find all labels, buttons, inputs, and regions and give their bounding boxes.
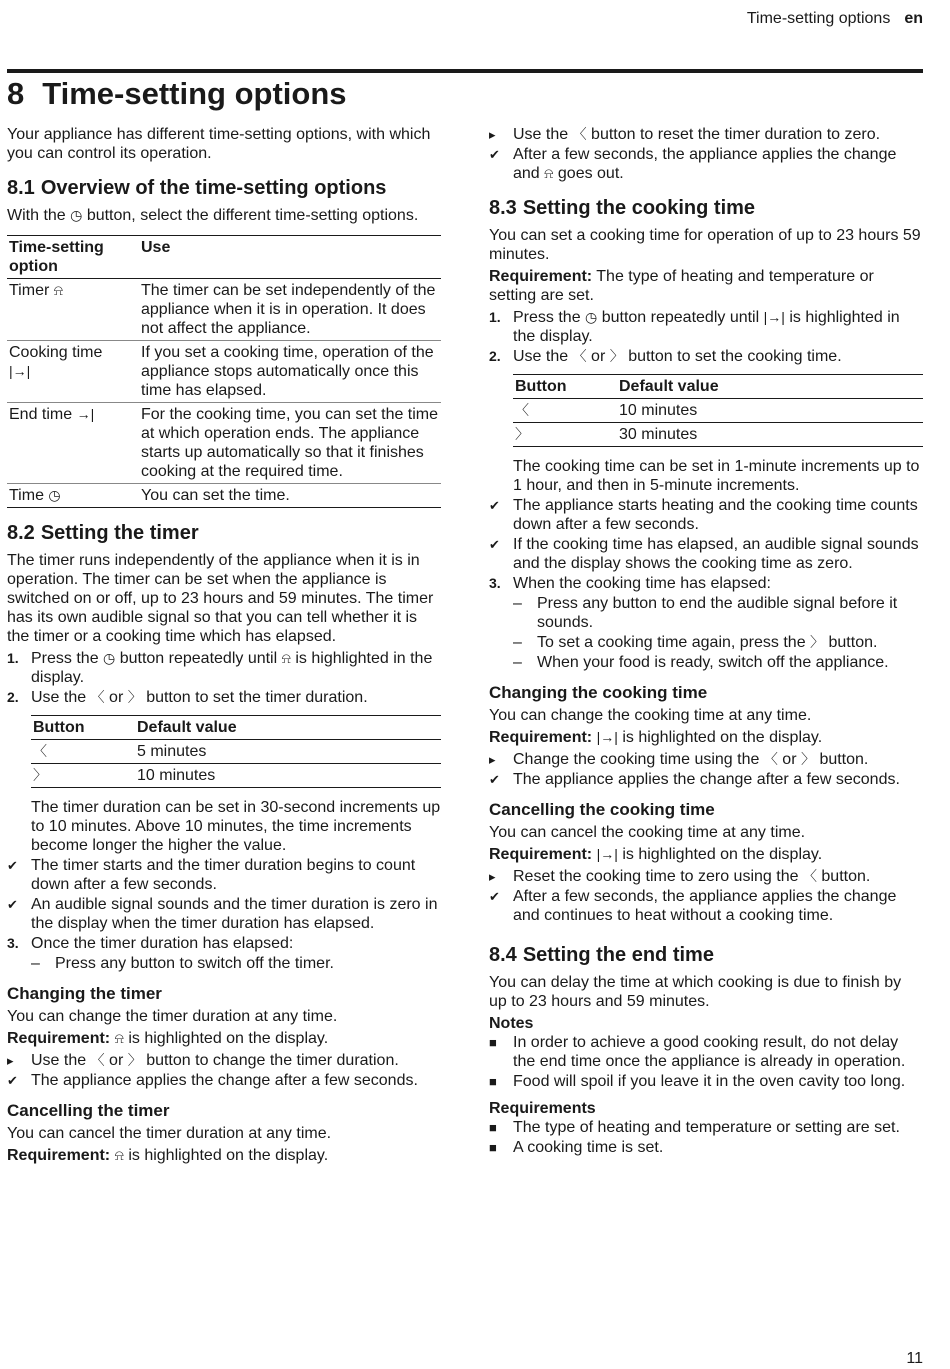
table-row: 〉 10 minutes xyxy=(31,764,441,788)
section-8-2-heading xyxy=(7,521,441,545)
cooking-time-icon: |→| xyxy=(596,729,618,745)
left-column xyxy=(7,125,441,1168)
section-8-3-heading xyxy=(489,196,923,220)
square-bullet-icon: ■ xyxy=(489,1140,497,1155)
step-3: 3. Once the timer duration has elapsed: xyxy=(7,935,294,952)
section-title: Setting the cooking time xyxy=(522,197,756,219)
note-item: ■ Food will spoil if you leave it in the oven cavity too long. xyxy=(489,1073,906,1090)
timer-note: The timer duration can be set in 30-second increments up to 10 minutes. Above 10 minutes, the time increments become longer the higher the value. xyxy=(31,799,441,854)
timer-default-table xyxy=(31,715,441,788)
clock-icon: ◷ xyxy=(70,207,83,223)
table-row: Cooking time |→| If you set a cooking time, operation of the appliance stops automatically once this time has elapsed. xyxy=(7,341,441,403)
note-item: ■ In order to achieve a good cooking result, do not delay the end time once the appliance is already in operation. xyxy=(489,1034,906,1070)
end-time-icon: →| xyxy=(76,406,95,422)
action-item: ▸ Use the 〈 button to reset the timer duration to zero. xyxy=(489,126,881,143)
time-options-table xyxy=(7,235,441,508)
right-button-icon: 〉 xyxy=(810,634,825,650)
left-button-icon: 〈 xyxy=(90,689,105,705)
chapter-number: 8 xyxy=(7,76,25,111)
table-row: Time ◷ You can set the time. xyxy=(7,484,441,508)
left-button-icon: 〈 xyxy=(572,126,587,142)
right-button-icon: 〉 xyxy=(127,1052,142,1068)
table-header: Default value xyxy=(135,716,441,740)
cancelling-timer-heading: Cancelling the timer xyxy=(7,1101,170,1120)
changing-cooking-time-heading: Changing the cooking time xyxy=(489,683,708,702)
section-number: 8.3 xyxy=(489,197,517,219)
arrow-icon: ▸ xyxy=(489,752,496,767)
changing-timer-heading: Changing the timer xyxy=(7,984,162,1003)
chapter-title xyxy=(7,76,347,112)
result-item: ✔ After a few seconds, the appliance applies the change and continues to heat without a cooking time. xyxy=(489,888,897,924)
left-button-icon: 〈 xyxy=(802,868,817,884)
check-icon: ✔ xyxy=(489,889,500,904)
step-1: 1. Press the ◷ button repeatedly until ⍾ is highlighted in the display. xyxy=(7,650,433,686)
square-bullet-icon: ■ xyxy=(489,1035,497,1050)
left-button-icon: 〈 xyxy=(572,348,587,364)
table-header: Button xyxy=(31,716,135,740)
page-number: 11 xyxy=(906,1350,923,1367)
clock-icon: ◷ xyxy=(103,650,116,666)
overview-text: With the ◷ button, select the different time-setting options. xyxy=(7,207,419,224)
section-title: Setting the end time xyxy=(522,944,714,966)
arrow-icon: ▸ xyxy=(489,869,496,884)
table-row: End time →| For the cooking time, you can set the time at which operation ends. The appliance starts up automatically so that it finishes cooking at the required time. xyxy=(7,403,441,484)
timer-text: The timer runs independently of the appliance when it is in operation. The timer can be set when the appliance is switched on or off, up to 23 hours and 59 minutes. The timer has its own audible signal so that you can tell whether it is the timer or a cooking time which has elapsed. xyxy=(7,552,434,645)
result-item: ✔ After a few seconds, the appliance applies the change and ⍾ goes out. xyxy=(489,146,897,182)
requirement: Requirement: ⍾ is highlighted on the display. xyxy=(7,1147,329,1164)
cooking-time-icon: |→| xyxy=(9,363,31,379)
requirement: Requirement: |→| is highlighted on the display. xyxy=(489,729,823,746)
requirements-heading: Requirements xyxy=(489,1100,596,1117)
chapter-title-text: Time-setting options xyxy=(42,76,347,111)
cancelling-cooking-time-text: You can cancel the cooking time at any time. xyxy=(489,824,806,841)
section-number: 8.2 xyxy=(7,522,35,544)
left-button-icon: 〈 xyxy=(515,402,529,418)
notes-heading: Notes xyxy=(489,1015,534,1032)
section-8-4-heading xyxy=(489,943,923,967)
right-button-icon: 〉 xyxy=(515,426,529,442)
bell-icon: ⍾ xyxy=(114,1147,124,1163)
section-number: 8.1 xyxy=(7,177,35,199)
cooking-time-icon: |→| xyxy=(596,846,618,862)
cooking-note: The cooking time can be set in 1-minute increments up to 1 hour, and then in 5-minute increments. xyxy=(513,458,920,494)
table-row: Timer ⍾ The timer can be set independently of the appliance when it is in operation. It does not affect the appliance. xyxy=(9,282,436,337)
right-column xyxy=(489,125,923,1158)
right-button-icon: 〉 xyxy=(609,348,624,364)
section-title: Overview of the time-setting options xyxy=(40,177,387,199)
bell-icon: ⍾ xyxy=(281,650,291,666)
sub-step: – Press any button to end the audible signal before it sounds. xyxy=(513,595,898,631)
clock-icon: ◷ xyxy=(585,309,598,325)
requirement-item: ■ The type of heating and temperature or setting are set. xyxy=(489,1119,900,1136)
right-button-icon: 〉 xyxy=(33,767,47,783)
result-item: ✔ If the cooking time has elapsed, an audible signal sounds and the display shows the cooking time as zero. xyxy=(489,536,919,572)
arrow-icon: ▸ xyxy=(7,1053,14,1068)
bell-icon: ⍾ xyxy=(114,1030,124,1046)
action-item: ▸ Use the 〈 or 〉 button to change the timer duration. xyxy=(7,1052,399,1069)
left-button-icon: 〈 xyxy=(33,743,47,759)
bell-icon: ⍾ xyxy=(544,165,554,181)
check-icon: ✔ xyxy=(7,1073,18,1088)
check-icon: ✔ xyxy=(489,147,500,162)
intro-text: Your appliance has different time-setting options, with which you can control its operation. xyxy=(7,126,431,162)
check-icon: ✔ xyxy=(7,858,18,873)
cancelling-timer-text: You can cancel the timer duration at any time. xyxy=(7,1125,332,1142)
table-header: Use xyxy=(139,236,441,279)
bell-icon: ⍾ xyxy=(53,282,64,298)
header-language: en xyxy=(904,10,923,27)
left-button-icon: 〈 xyxy=(90,1052,105,1068)
step-3: 3. When the cooking time has elapsed: xyxy=(489,575,771,592)
sub-step: – When your food is ready, switch off the appliance. xyxy=(513,654,889,671)
cooking-time-icon: |→| xyxy=(763,309,785,325)
action-item: ▸ Reset the cooking time to zero using the 〈 button. xyxy=(489,868,871,885)
check-icon: ✔ xyxy=(489,537,500,552)
right-button-icon: 〉 xyxy=(127,689,142,705)
table-header: Time-setting option xyxy=(7,236,139,279)
end-time-text: You can delay the time at which cooking is due to finish by up to 23 hours and 59 minutes. xyxy=(489,974,902,1010)
step-2: 2. Use the 〈 or 〉 button to set the cooking time. xyxy=(489,348,842,365)
cooking-default-table xyxy=(513,374,923,447)
header-section: Time-setting options xyxy=(746,10,891,27)
action-item: ▸ Change the cooking time using the 〈 or 〉 button. xyxy=(489,751,869,768)
table-header: Default value xyxy=(617,375,923,399)
section-8-1-heading xyxy=(7,176,441,200)
square-bullet-icon: ■ xyxy=(489,1074,497,1089)
square-bullet-icon: ■ xyxy=(489,1120,497,1135)
changing-cooking-time-text: You can change the cooking time at any time. xyxy=(489,707,812,724)
step-2: 2. Use the 〈 or 〉 button to set the timer duration. xyxy=(7,689,368,706)
requirement: Requirement: ⍾ is highlighted on the display. xyxy=(7,1030,329,1047)
clock-icon: ◷ xyxy=(48,487,61,503)
requirement: Requirement: The type of heating and temperature or setting are set. xyxy=(489,268,874,304)
header-rule xyxy=(7,69,923,73)
left-button-icon: 〈 xyxy=(763,751,778,767)
sub-step: – To set a cooking time again, press the 〉 button. xyxy=(513,634,878,651)
step-1: 1. Press the ◷ button repeatedly until |→| is highlighted in the display. xyxy=(489,309,900,345)
requirement-item: ■ A cooking time is set. xyxy=(489,1139,664,1156)
right-button-icon: 〉 xyxy=(800,751,815,767)
check-icon: ✔ xyxy=(489,772,500,787)
table-row: 〉 30 minutes xyxy=(513,423,923,447)
section-title: Setting the timer xyxy=(40,522,199,544)
table-header: Button xyxy=(513,375,617,399)
result-item: ✔ The timer starts and the timer duration begins to count down after a few seconds. xyxy=(7,857,416,893)
result-item: ✔ The appliance applies the change after a few seconds. xyxy=(489,771,900,788)
arrow-icon: ▸ xyxy=(489,127,496,142)
check-icon: ✔ xyxy=(7,897,18,912)
check-icon: ✔ xyxy=(489,498,500,513)
table-row: 〈 10 minutes xyxy=(515,402,698,419)
cancelling-cooking-time-heading: Cancelling the cooking time xyxy=(489,800,715,819)
requirement: Requirement: |→| is highlighted on the display. xyxy=(489,846,823,863)
result-item: ✔ The appliance starts heating and the cooking time counts down after a few seconds. xyxy=(489,497,918,533)
section-number: 8.4 xyxy=(489,944,517,966)
running-header xyxy=(747,10,923,28)
cooking-time-text: You can set a cooking time for operation of up to 23 hours 59 minutes. xyxy=(489,227,921,263)
result-item: ✔ The appliance applies the change after a few seconds. xyxy=(7,1072,418,1089)
result-item: ✔ An audible signal sounds and the timer duration is zero in the display when the timer duration has elapsed. xyxy=(7,896,438,932)
changing-timer-text: You can change the timer duration at any time. xyxy=(7,1008,338,1025)
sub-step: – Press any button to switch off the timer. xyxy=(31,955,334,972)
table-row: 〈 5 minutes xyxy=(33,743,207,760)
